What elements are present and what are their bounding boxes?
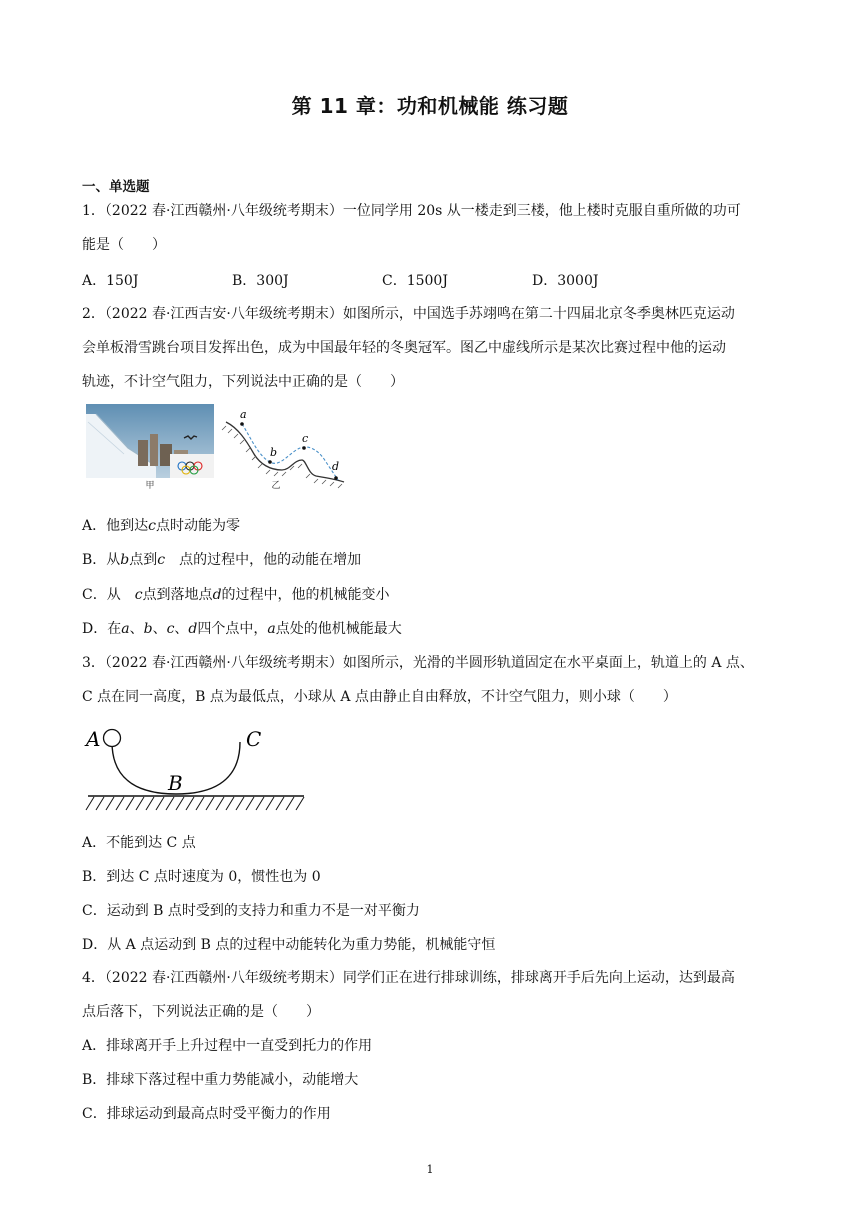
point-label-c: c (302, 432, 309, 445)
q4-line2: 点后落下，下列说法正确的是（ ） (82, 1004, 320, 1020)
track-label-b: B (168, 771, 183, 795)
q1-option-c: C．1500J (382, 273, 448, 289)
q2-option-a: A．他到达c点时动能为零 (82, 518, 240, 534)
section-heading: 一、单选题 (82, 179, 150, 195)
q2-line3: 轨迹，不计空气阻力，下列说法中正确的是（ ） (82, 374, 404, 390)
q3-option-d: D．从 A 点运动到 B 点的过程中动能转化为重力势能，机械能守恒 (82, 937, 496, 953)
ski-jump-photo (86, 404, 214, 490)
q4-option-c: C．排球运动到最高点时受平衡力的作用 (82, 1106, 331, 1122)
q1-option-d: D．3000J (532, 273, 599, 289)
q4-option-b: B．排球下落过程中重力势能减小，动能增大 (82, 1072, 359, 1088)
semicircle-track-diagram (82, 722, 312, 814)
point-label-b: b (270, 446, 278, 459)
q1-option-b: B．300J (232, 273, 289, 289)
q3-option-c: C．运动到 B 点时受到的支持力和重力不是一对平衡力 (82, 903, 420, 919)
trajectory-diagram (220, 404, 350, 490)
q2-line1: 2．（2022 春·江西吉安·八年级统考期末）如图所示，中国选手苏翊鸣在第二十四届北京冬季奥林匹克运动 (82, 306, 735, 322)
track-label-c: C (246, 727, 262, 751)
track-label-a: A (86, 727, 101, 751)
page-number: 1 (426, 1163, 434, 1176)
page-title: 第 11 章：功和机械能 练习题 (291, 94, 569, 118)
q4-line1: 4．（2022 春·江西赣州·八年级统考期末）同学们正在进行排球训练，排球离开手后先向上运动，达到最高 (82, 970, 735, 986)
q2-option-d: D．在a、b、c、d四个点中，a点处的他机械能最大 (82, 621, 402, 637)
q4-option-a: A．排球离开手上升过程中一直受到托力的作用 (82, 1038, 373, 1054)
q3-option-a: A．不能到达 C 点 (82, 835, 196, 851)
figure-label-yi: 乙 (271, 481, 281, 490)
q3-option-b: B．到达 C 点时速度为 0，惯性也为 0 (82, 869, 321, 885)
point-label-d: d (332, 460, 340, 473)
q1-option-a: A．150J (82, 273, 139, 289)
q2-option-c: C．从 c点到落地点d的过程中，他的机械能变小 (82, 587, 390, 603)
q3-line1: 3．（2022 春·江西赣州·八年级统考期末）如图所示，光滑的半圆形轨道固定在水平桌面上，轨道上的 A 点、 (82, 655, 754, 671)
q2-line2: 会单板滑雪跳台项目发挥出色，成为中国最年轻的冬奥冠军。图乙中虚线所示是某次比赛过程中他的运动 (82, 340, 726, 356)
figure-label-jia: 甲 (145, 481, 155, 490)
q1-line1: 1．（2022 春·江西赣州·八年级统考期末）一位同学用 20s 从一楼走到三楼，他上楼时克服自重所做的功可 (82, 203, 741, 219)
q2-option-b: B．从b点到c 点的过程中，他的动能在增加 (82, 552, 362, 568)
point-label-a: a (240, 408, 247, 421)
q1-line2: 能是（ ） (82, 237, 166, 253)
q3-line2: C 点在同一高度，B 点为最低点，小球从 A 点由静止自由释放，不计空气阻力，则小球（ ） (82, 689, 677, 705)
